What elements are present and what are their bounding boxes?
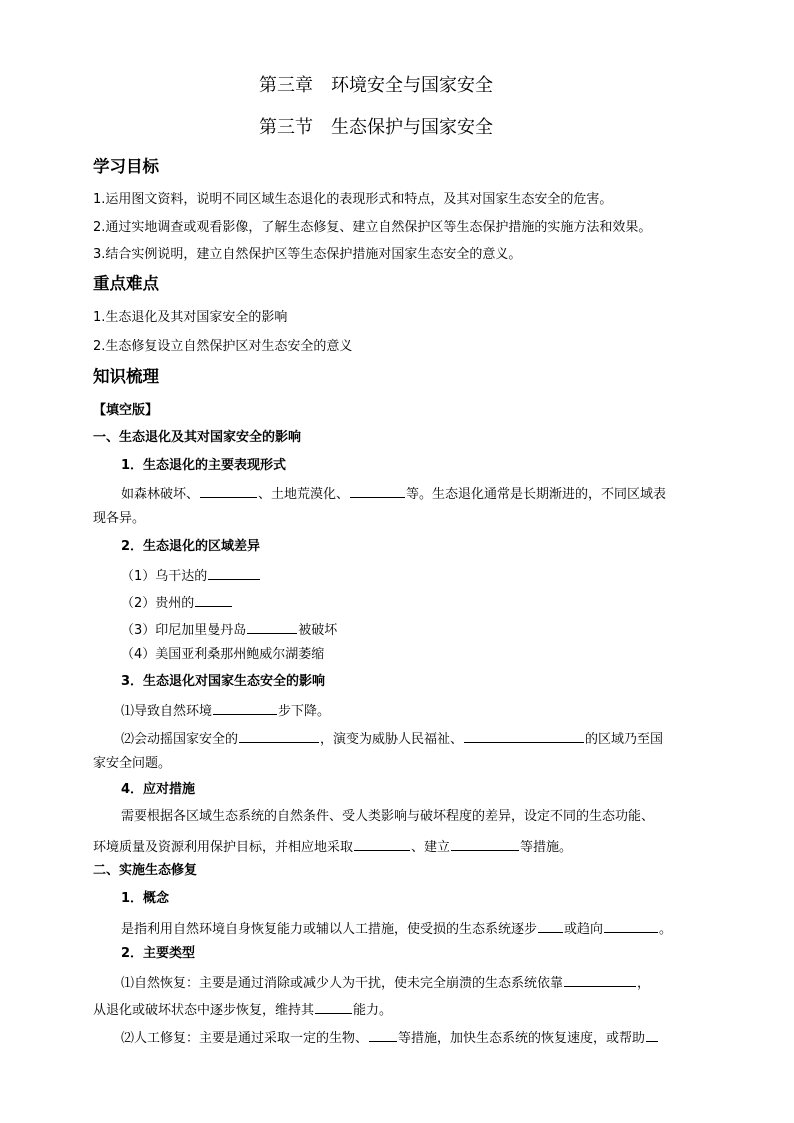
c2-item-1-text-d: 能力。 [353, 1003, 393, 1018]
s3-item-1-text-a: ⑴导致自然环境 [121, 704, 213, 719]
chapter-title: 第三章 环境安全与国家安全 [259, 75, 493, 96]
fill-blank [213, 700, 277, 715]
c1-text-a: 是指利用自然环境自身恢复能力或辅以人工措施，使受损的生态系统逐步 [121, 922, 538, 937]
fill-blank [538, 918, 563, 933]
fill-blank [247, 619, 297, 634]
s2-item-4: （4）美国亚利桑那州鲍威尔湖萎缩 [121, 647, 325, 662]
c1-text-b: 或趋向 [564, 922, 604, 937]
s1-title: 1．生态退化的主要表现形式 [121, 458, 287, 473]
key-points-heading: 重点难点 [93, 274, 159, 293]
s2-title: 2．生态退化的区域差异 [121, 539, 261, 554]
fill-blank [350, 483, 405, 498]
fill-blank [195, 592, 232, 607]
c2-item-2-text-a: ⑵人工修复：主要是通过采取一定的生物、 [121, 1031, 369, 1046]
fill-blank [646, 1027, 658, 1042]
objectives-heading: 学习目标 [93, 157, 159, 176]
s4-title: 4．应对措施 [121, 782, 196, 797]
s3-item-2 [121, 728, 663, 749]
fill-blank [451, 836, 519, 851]
s1-text-b: 、土地荒漠化、 [258, 487, 350, 502]
c2-item-2 [121, 1027, 659, 1048]
part1-title: 一、生态退化及其对国家安全的影响 [93, 430, 302, 445]
knowledge-heading: 知识梳理 [93, 367, 159, 386]
fill-blank [354, 836, 410, 851]
s4-text-d: 等措施。 [520, 840, 573, 855]
s1-text-c: 等。生态退化通常是长期渐进的，不同区域表 [406, 487, 667, 502]
s3-item-1 [121, 700, 330, 721]
c2-item-1 [121, 972, 650, 993]
s2-item-1 [121, 565, 261, 586]
c2-item-1-text-c: 从退化或破坏状态中逐步恢复，维持其 [93, 1003, 315, 1018]
s3-item-2-text-a: ⑵会动摇国家安全的 [121, 732, 239, 747]
fill-blank [604, 918, 658, 933]
s4-line-2 [93, 836, 572, 857]
c1-text-c: 。 [659, 922, 673, 937]
c2-item-1-cont [93, 999, 392, 1020]
fill-blank [208, 565, 260, 580]
fill-blank [564, 972, 636, 987]
version-label: 【填空版】 [93, 403, 159, 418]
s2-item-3 [121, 619, 337, 640]
s3-item-2-cont: 家安全问题。 [93, 756, 172, 771]
part2-title: 二、实施生态修复 [93, 863, 198, 878]
c1-line [121, 918, 672, 939]
s4-text-c: 、建立 [411, 840, 451, 855]
c2-item-1-text-a: ⑴自然恢复：主要是通过消除或减少人为干扰，使未完全崩溃的生态系统依靠 [121, 976, 564, 991]
key-point-item: 1.生态退化及其对国家安全的影响 [93, 310, 288, 325]
fill-blank [369, 1027, 397, 1042]
fill-blank [315, 999, 352, 1014]
section-title: 第三节 生态保护与国家安全 [259, 117, 493, 138]
s2-item-2 [121, 592, 233, 613]
key-point-item: 2.生态修复设立自然保护区对生态安全的意义 [93, 339, 353, 354]
c1-title: 1．概念 [121, 891, 170, 906]
s3-item-2-text-b: ，演变为威胁人民福祉、 [320, 732, 464, 747]
s4-line-1: 需要根据各区域生态系统的自然条件、受人类影响与破坏程度的差异，设定不同的生态功能、 [121, 809, 655, 824]
objective-item: 3.结合实例说明，建立自然保护区等生态保护措施对国家生态安全的意义。 [93, 247, 522, 262]
s3-item-2-text-c: 的区域乃至国 [585, 732, 664, 747]
objective-item: 1.运用图文资料，说明不同区域生态退化的表现形式和特点，及其对国家生态安全的危害。 [93, 192, 613, 207]
c2-title: 2．主要类型 [121, 946, 196, 961]
s4-text-b: 环境质量及资源利用保护目标，并相应地采取 [93, 840, 354, 855]
s3-item-1-text-b: 步下降。 [278, 704, 331, 719]
s1-line-cont: 现各异。 [93, 511, 146, 526]
fill-blank [464, 728, 584, 743]
s1-text-a: 如森林破坏、 [121, 487, 200, 502]
s2-item-3-text-b: 被破坏 [298, 623, 338, 638]
c2-item-1-text-b: ， [637, 976, 651, 991]
s1-line [121, 483, 666, 504]
s2-item-2-text: （2）贵州的 [121, 596, 195, 611]
fill-blank [200, 483, 257, 498]
objective-item: 2.通过实地调查或观看影像，了解生态修复、建立自然保护区等生态保护措施的实施方法和效果。 [93, 220, 652, 235]
s2-item-1-text: （1）乌干达的 [121, 569, 208, 584]
fill-blank [239, 728, 319, 743]
c2-item-2-text-b: 等措施，加快生态系统的恢复速度，或帮助 [398, 1031, 646, 1046]
s3-title: 3．生态退化对国家生态安全的影响 [121, 674, 326, 689]
s2-item-3-text-a: （3）印尼加里曼丹岛 [121, 623, 247, 638]
